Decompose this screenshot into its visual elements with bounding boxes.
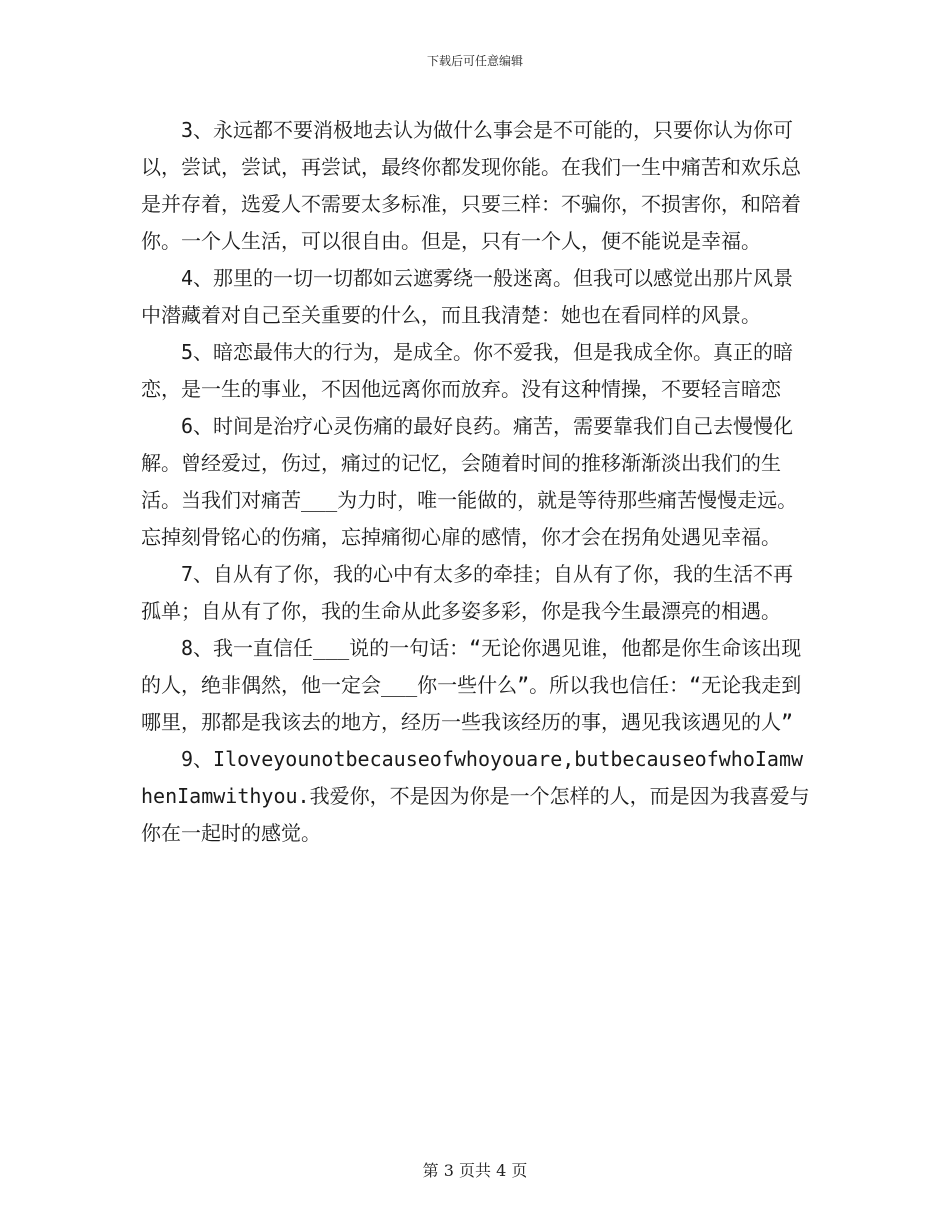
paragraph-4: 4、那里的一切一切都如云遮雾绕一般迷离。但我可以感觉出那片风景中潜藏着对自己至关重要的什么，而且我清楚：她也在看同样的风景。 xyxy=(141,266,794,327)
page-header: 下载后可任意编辑 xyxy=(426,54,523,68)
paragraph-6: 6、时间是治疗心灵伤痛的最好良药。痛苦，需要靠我们自己去慢慢化解。曾经爱过，伤过，痛过的记忆，会随着时间的推移渐渐淡出我们的生活。当我们对痛苦___为力时，唯一能做的，就是等待那些痛苦慢慢走远。忘掉刻骨铭心的伤痛，忘掉痛彻心扉的感情，你才会在拐角处遇见幸福。 xyxy=(141,414,798,549)
page-footer: 第 3 页共 4 页 xyxy=(422,1161,528,1180)
document-body xyxy=(141,112,811,852)
paragraph-9: 9、Iloveyounotbecauseofwhoyouare,butbecauseofwhoIamwhenIamwithyou.我爱你，不是因为你是一个怎样的人，而是因为我喜爱与你在一起时的感觉。 xyxy=(141,747,810,845)
paragraph-7: 7、自从有了你，我的心中有太多的牵挂；自从有了你，我的生活不再孤单；自从有了你，我的生命从此多姿多彩，你是我今生最漂亮的相遇。 xyxy=(141,562,794,623)
paragraph-8: 8、我一直信任___说的一句话：“无论你遇见谁，他都是你生命该出现的人，绝非偶然，他一定会___你一些什么”。所以我也信任：“无论我走到哪里，那都是我该去的地方，经历一些我该经历的事，遇见我该遇见的人” xyxy=(141,636,802,734)
paragraph-3: 3、永远都不要消极地去认为做什么事会是不可能的，只要你认为你可以，尝试，尝试，再尝试，最终你都发现你能。在我们一生中痛苦和欢乐总是并存着，选爱人不需要太多标准，只要三样：不骗你，不损害你，和陪着你。一个人生活，可以很自由。但是，只有一个人，便不能说是幸福。 xyxy=(141,118,801,253)
paragraph-5: 5、暗恋最伟大的行为，是成全。你不爱我，但是我成全你。真正的暗恋，是一生的事业，不因他远离你而放弃。没有这种情操，不要轻言暗恋 xyxy=(141,340,794,401)
